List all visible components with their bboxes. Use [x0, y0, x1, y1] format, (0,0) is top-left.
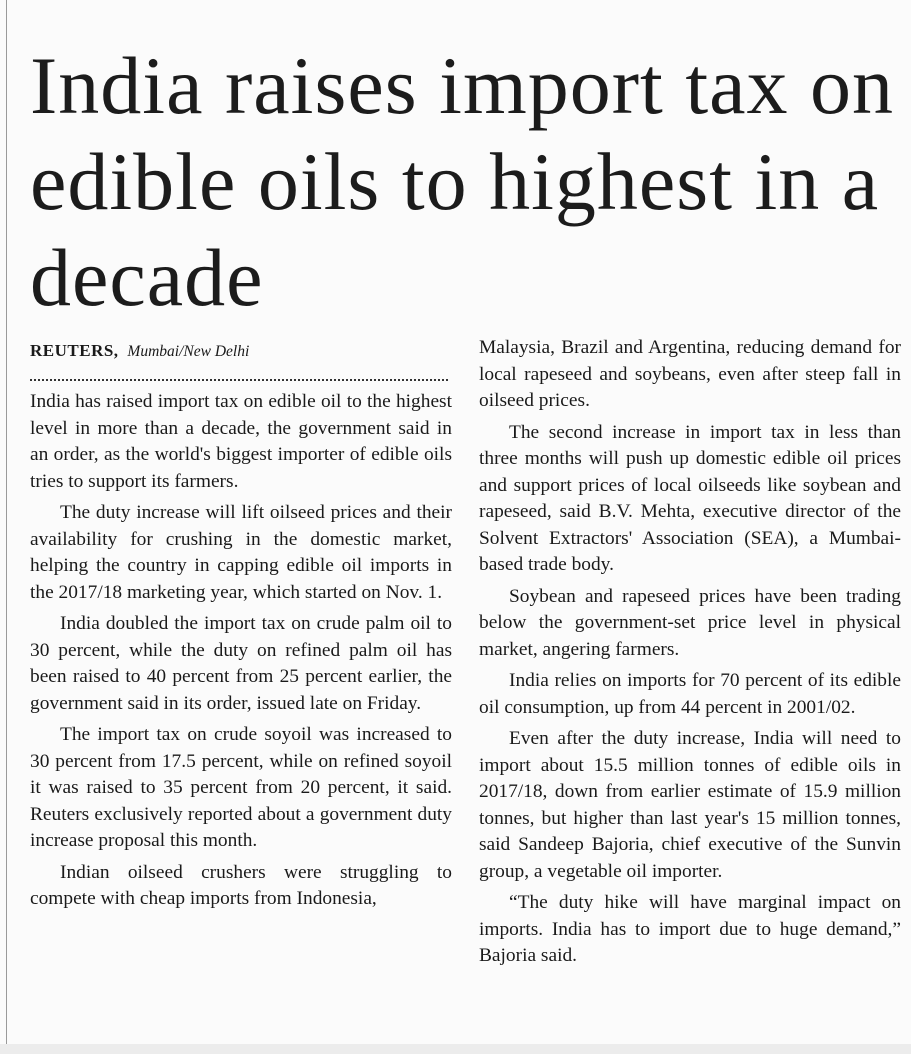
paragraph: India doubled the import tax on crude palm oil to 30 percent, while the duty on refined palm oil has been raised to 40 percent from 25 percent earlier, the government said in its order, issued late on Friday. [30, 613, 452, 714]
article-column-2 [479, 335, 901, 970]
page-bottom-edge [0, 1044, 911, 1054]
byline-location: Mumbai/New Delhi [127, 343, 250, 360]
paragraph: “The duty hike will have marginal impact on imports. India has to import due to huge demand,” Bajoria said. [479, 892, 901, 966]
byline-agency: REUTERS, [30, 341, 119, 360]
paragraph: India has raised import tax on edible oil to the highest level in more than a decade, the government said in an order, as the world's biggest importer of edible oils tries to support its farmers. [30, 391, 452, 492]
paragraph: Even after the duty increase, India will need to import about 15.5 million tonnes of edible oils in 2017/18, down from earlier estimate of 15.9 million tonnes, but higher than last year's 15 million tonnes, said Sandeep Bajoria, chief executive of the Sunvin group, a vegetable oil importer. [479, 728, 901, 882]
headline: India raises import tax on edible oils to highest in a decade [30, 40, 895, 323]
paragraph: The import tax on crude soyoil was increased to 30 percent from 17.5 percent, while on refined soyoil it was raised to 35 percent from 20 percent, it said. Reuters exclusively reported about a government duty increase proposal this month. [30, 724, 452, 851]
paragraph: The duty increase will lift oilseed prices and their availability for crushing in the domestic market, helping the country in capping edible oil imports in the 2017/18 marketing year, which started on Nov. 1. [30, 502, 452, 603]
paragraph: Soybean and rapeseed prices have been trading below the government-set price level in physical market, angering farmers. [479, 585, 901, 660]
byline [30, 338, 452, 365]
column-rule [6, 0, 7, 1054]
dotted-divider [30, 379, 448, 381]
article-column-1 [30, 338, 452, 913]
paragraph: India relies on imports for 70 percent of its edible oil consumption, up from 44 percent in 2001/02. [479, 670, 901, 718]
paragraph: Indian oilseed crushers were struggling to compete with cheap imports from Indonesia, [30, 861, 452, 909]
paragraph: Malaysia, Brazil and Argentina, reducing demand for local rapeseed and soybeans, even after steep fall in oilseed prices. [479, 337, 901, 411]
paragraph: The second increase in import tax in less than three months will push up domestic edible oil prices and support prices of local oilseeds like soybean and rapeseed, said B.V. Mehta, executive director of the Solvent Extractors' Association (SEA), a Mumbai-based trade body. [479, 421, 901, 575]
